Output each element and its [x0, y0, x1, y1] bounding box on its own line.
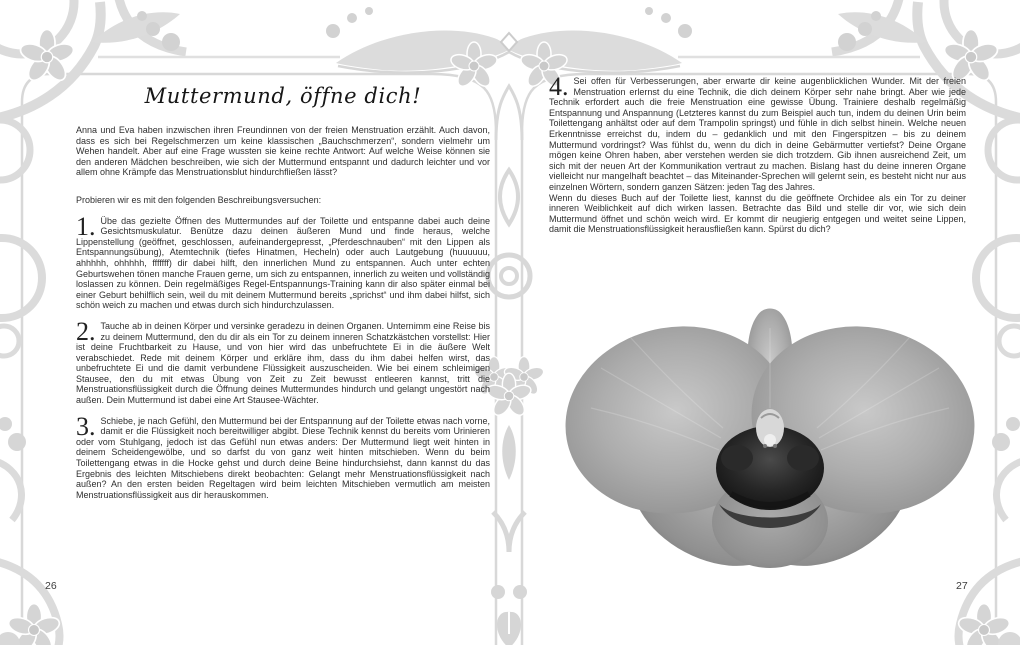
left-text-column	[76, 84, 490, 500]
right-text-column	[549, 72, 966, 235]
numbered-item-1	[76, 211, 490, 311]
numbered-item-2	[76, 316, 490, 406]
lead-in-line: Probieren wir es mit den folgenden Beschreibungsversuchen:	[76, 194, 322, 205]
ring-icon	[488, 255, 530, 297]
item-text-2: Tauche ab in deinen Körper und versinke geradezu in deinen Organen. Unternimm eine Reise bis zu deinem Muttermund, den du dir als ein Tor zu deinem inneren Schatzkästchen vorstellst: Hier ist deine Fruchtbarkeit zu Hause, und von hier wird das unbefruchtete Ei in die äußere Welt verabschiedet. Rede mit deinem Körper und erkläre ihm, dass du ihm dabei helfen wirst, das unbefruchtete Ei und die damit verbundene Flüssigkeit auszuscheiden. Wie bei einem schleimigen Stausee, den du mit etwas Übung von Zeit zu Zeit bewusst entleeren kannst, tritt die Menstruationsflüssigkeit durch die Öffnung deines Muttermundes hindurch und gelangt ungestört nach außen. Dein Muttermund ist dabei eine Art Stausee-Wächter.	[76, 320, 490, 406]
item-number-2: 2.	[76, 316, 96, 346]
page-number-left: 26	[45, 580, 57, 592]
item-text-3: Schiebe, je nach Gefühl, den Muttermund bei der Entspannung auf der Toilette etwas nach vorne, damit er die Flüssigkeit noch bereitwilliger abgibt. Diese Technik kennst du bereits vom Urinieren oder vom Stuhlgang, jedoch ist das Gefühl nun etwas anders: Der Muttermund liegt weit hinten in deinem Scheidengewölbe, und so darfst du von ganz weit hinten mitschieben. Wenn du beim Toilettengang etwas in die Hocke gehst und durch deine Beine hindurchsiehst, dann kannst du das Ergebnis des leichten Mitschiebens direkt beobachten: Gelangt mehr Menstruationsflüssigkeit nach außen? An den ersten beiden Regeltagen wird beim leichten Mitschieben vermutlich am meisten Menstruationsflüssigkeit aus dir herauskommen.	[76, 415, 490, 500]
item-text-1: Übe das gezielte Öffnen des Muttermundes auf der Toilette und entspanne dabei auch deine Gesichtsmuskulatur. Benütze dazu deinen äußeren Mund und finde heraus, welche Lippenstellung (geöffnet, geschlossen, aufeinandergepresst, „Pferdeschnauben“ mit den Lippen als Entspannungsübung), Atemtechnik (tiefes Hinatmen, Hecheln) oder auch Lautgebung (huuuuuu, ahhhhh, ohhhhh, fffffff) dir dabei hilft, den innerlichen Mund zu entspannen. Auch unter echten Geburtswehen tönen manche Frauen gerne, um sich zu entspannen, innerlich zu weiten und vollständig loslassen zu können. Dein regelmäßiges Regel-Entspannungs-Training kann dir also später einmal bei einer Geburt behilflich sein, weil du mit deinem Muttermund bereits „sprichst“ und ihm dabei hilfst, sich schön weich zu machen und etwas durch sich hindurchzulassen.	[76, 215, 490, 311]
item-text-4: Sei offen für Verbesserungen, aber erwarte dir keine augenblicklichen Wunder. Mit der freien Menstruation erlernst du eine Technik, die dich deinem Körper sehr nahe bringt. Aber wie jede Technik erfordert auch die freie Menstruation eine gewisse Übung. Trainiere deshalb regelmäßig Entspannung und Anspannung (Letzteres kannst du zum Beispiel auch tun, indem du deinen Urin beim Toilettengang anhältst oder auf dem Trampolin springst) und fühle in dich selbst hinein. Welche neuen Erkenntnisse erreichst du, indem du – gedanklich und mit den Fingerspitzen – bis zu deinem Muttermund vordringst? Was fühlst du, wenn du dich in deine Gebärmutter vertiefst? Deine Organe mögen keine Ohren haben, aber verstehen werden sie dich trotzdem. Gib ihnen ausreichend Zeit, um sich mit der neuen Art der Kommunikation vertraut zu machen. Bislang hast du deine inneren Organe vielleicht nur mangelhaft beachtet – das Miteinander-Sprechen will gelernt sein, es besteht nicht nur aus einzelnen Wörtern, sondern ganzen Sätzen: jeden Tag des Jahres.	[549, 76, 966, 192]
item-number-3: 3.	[76, 411, 96, 441]
page-number-right: 27	[956, 580, 968, 592]
numbered-item-4	[549, 72, 966, 193]
leaf-icon	[502, 425, 516, 480]
numbered-item-3	[76, 411, 490, 501]
item-number-4: 4.	[549, 72, 569, 101]
chevron-icon	[493, 512, 525, 552]
closing-paragraph: Wenn du dieses Buch auf der Toilette liest, kannst du die geöffnete Orchidee als ein Tor zu deiner inneren Weiblichkeit auf dich wirken lassen. Betrachte das Bild und stelle dir vor, wie sich dein Muttermund öffnet und schön weich wird. Er kommt dir neugierig entgegen und weitet seine Lippen, damit die Menstruationsflüssigkeit herausfließen kann. Spürst du dich?	[549, 192, 966, 235]
orchid-photo	[561, 298, 979, 586]
marquise-icon	[500, 170, 518, 224]
item-number-1: 1.	[76, 211, 96, 241]
intro-paragraph: Anna und Eva haben inzwischen ihren Freundinnen von der freien Menstruation erzählt. Auch davon, dass es sich bei Regelschmerzen um keine klassischen „Bauchschmerzen“, sondern vielmehr um Wehen handelt. Aber auf eine Frage wussten sie keine rechte Antwort: Auf welche Weise können sie den anderen Mädchen beschreiben, wie sich der Muttermund entspannt und dadurch leichter und vor allem ohne Krämpfe das Menstruationsblut hindurchfließen lässt?	[76, 125, 490, 178]
chapter-title: Muttermund, öffne dich!	[144, 84, 422, 108]
